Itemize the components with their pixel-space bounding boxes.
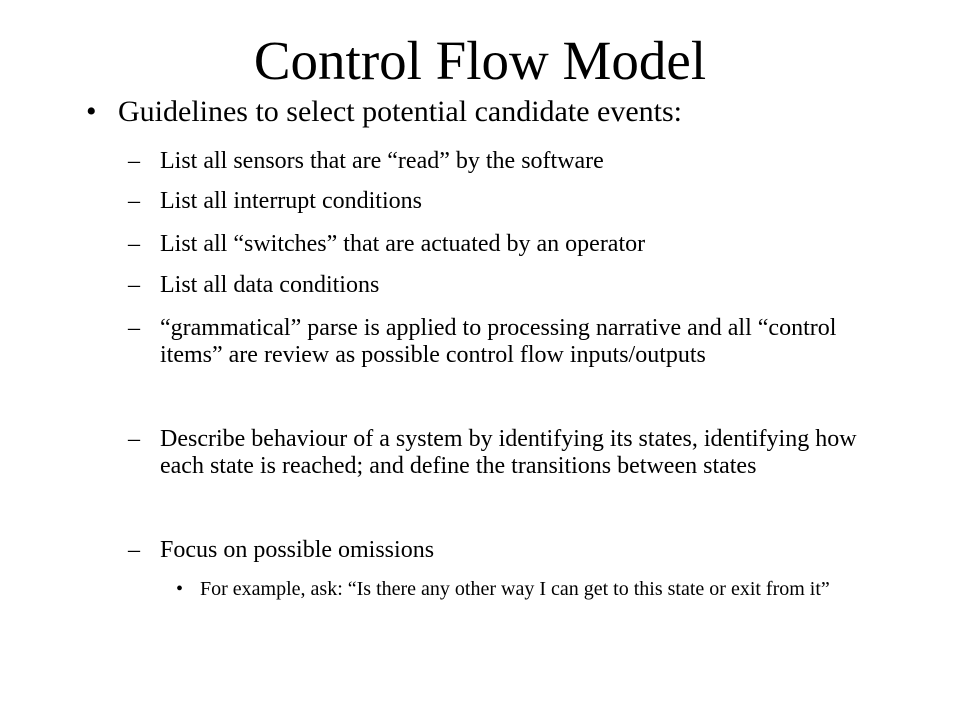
dash-marker: – [128, 315, 140, 341]
main-bullet-text: Guidelines to select potential candidate events: [118, 95, 682, 128]
sub-bullet-text: List all interrupt conditions [160, 188, 422, 214]
sub-bullet-text: Describe behaviour of a system by identifying its states, identifying how each state is reached; and define the transitions between states [160, 426, 857, 479]
dash-marker: – [128, 426, 140, 452]
sub-sub-bullet-text: For example, ask: “Is there any other way I can get to this state or exit from it” [200, 578, 830, 600]
dash-marker: – [128, 188, 140, 214]
sub-bullet-text: Focus on possible omissions [160, 537, 435, 563]
slide-title: Control Flow Model [253, 30, 707, 91]
dash-marker: – [128, 231, 140, 257]
sub-bullet-text: “grammatical” parse is applied to processing narrative and all “control items” are review as possible control flow inputs/outputs [160, 315, 837, 368]
dash-marker: – [128, 537, 140, 563]
sub-bullet-text: List all “switches” that are actuated by an operator [160, 231, 646, 257]
sub-bullet-text: List all sensors that are “read” by the software [160, 148, 604, 174]
bullet-marker: • [176, 578, 184, 600]
bullet-marker: • [86, 95, 97, 128]
dash-marker: – [128, 148, 140, 174]
sub-bullet-text: List all data conditions [160, 272, 380, 298]
dash-marker: – [128, 272, 140, 298]
